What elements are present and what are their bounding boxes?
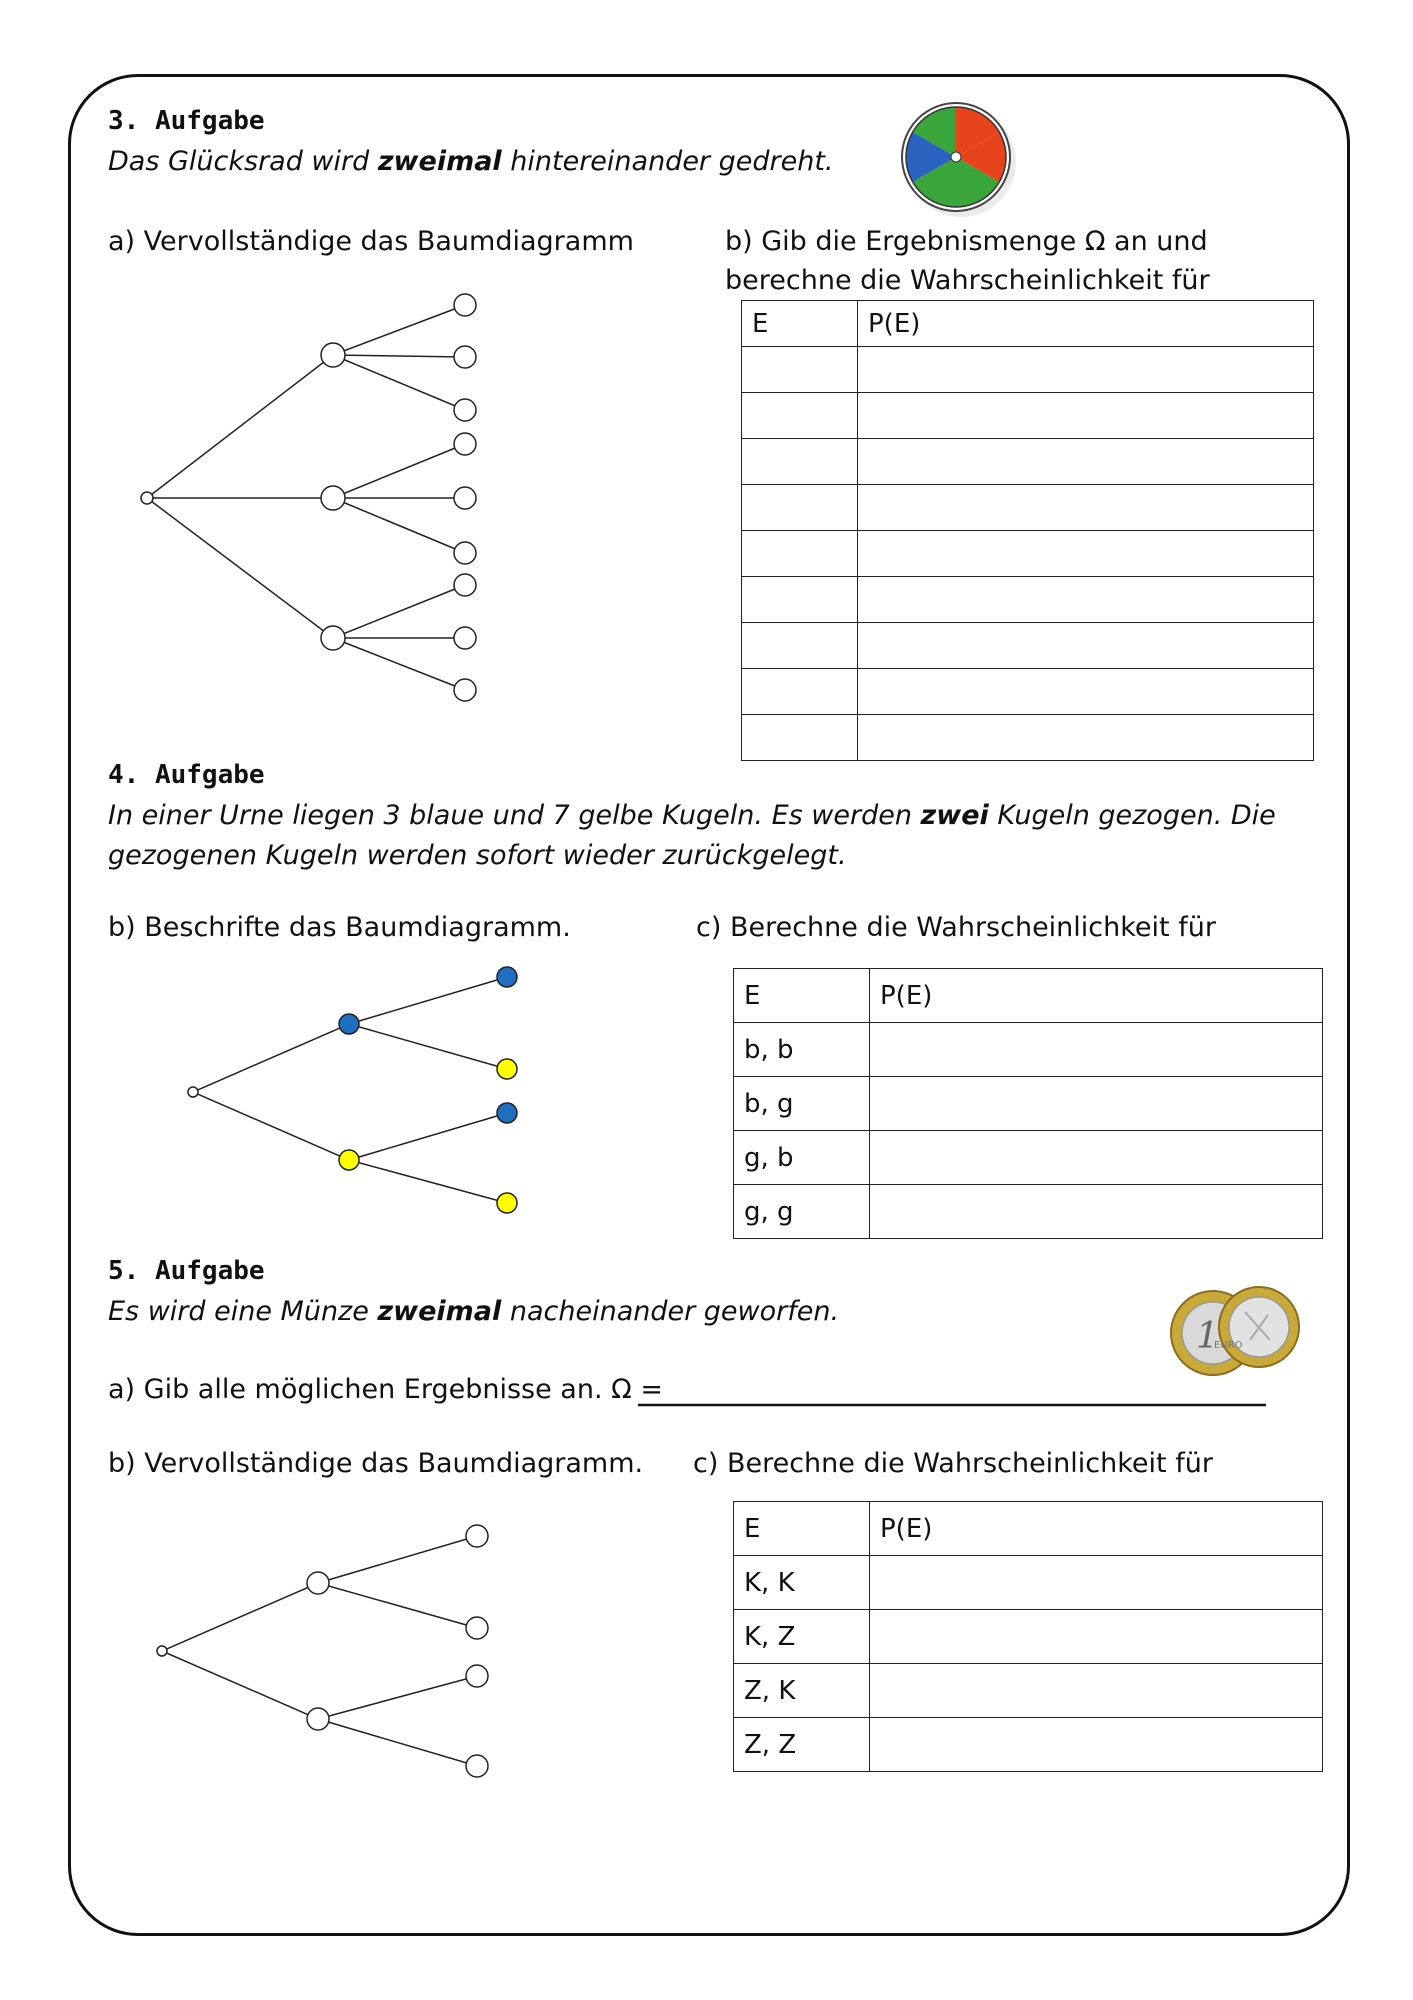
task4-title: 4. Aufgabe bbox=[108, 760, 265, 790]
table-header-e: E bbox=[734, 969, 870, 1023]
task5-title: 5. Aufgabe bbox=[108, 1256, 265, 1286]
task3-part-b-line2: berechne die Wahrscheinlichkeit für bbox=[725, 265, 1210, 296]
table-cell[interactable] bbox=[870, 1664, 1323, 1718]
table-event-cell: b, g bbox=[734, 1077, 870, 1131]
wheel-of-fortune-icon bbox=[902, 103, 1016, 217]
tree-diagram-task3 bbox=[141, 294, 476, 701]
table-cell[interactable] bbox=[870, 1023, 1323, 1077]
task5-probability-table bbox=[733, 1501, 1323, 1772]
table-cell[interactable] bbox=[870, 1718, 1323, 1772]
table-cell[interactable] bbox=[742, 439, 858, 485]
table-cell[interactable] bbox=[858, 669, 1314, 715]
tree-diagram-task4 bbox=[188, 967, 517, 1213]
euro-coin-icon bbox=[1171, 1287, 1299, 1375]
task3-part-a: a) Vervollständige das Baumdiagramm bbox=[108, 226, 634, 257]
table-cell[interactable] bbox=[742, 577, 858, 623]
table-cell[interactable] bbox=[858, 439, 1314, 485]
table-cell[interactable] bbox=[870, 1077, 1323, 1131]
table-header-pe: P(E) bbox=[870, 969, 1323, 1023]
table-cell[interactable] bbox=[870, 1185, 1323, 1239]
table-cell[interactable] bbox=[742, 531, 858, 577]
task3-title: 3. Aufgabe bbox=[108, 106, 265, 136]
task4-part-c: c) Berechne die Wahrscheinlichkeit für bbox=[696, 912, 1216, 943]
table-header-pe: P(E) bbox=[858, 301, 1314, 347]
table-header-pe: P(E) bbox=[870, 1502, 1323, 1556]
table-event-cell: Z, K bbox=[734, 1664, 870, 1718]
table-cell[interactable] bbox=[858, 715, 1314, 761]
task3-part-b-line1: b) Gib die Ergebnismenge Ω an und bbox=[725, 226, 1208, 257]
table-cell[interactable] bbox=[858, 577, 1314, 623]
table-cell[interactable] bbox=[858, 393, 1314, 439]
table-cell[interactable] bbox=[742, 393, 858, 439]
table-event-cell: K, Z bbox=[734, 1610, 870, 1664]
table-cell[interactable] bbox=[742, 669, 858, 715]
table-header-e: E bbox=[734, 1502, 870, 1556]
table-cell[interactable] bbox=[742, 715, 858, 761]
tree-diagram-task5 bbox=[157, 1525, 488, 1777]
table-cell[interactable] bbox=[742, 623, 858, 669]
task4-intro-line2: gezogenen Kugeln werden sofort wieder zurückgelegt. bbox=[108, 840, 847, 871]
task5-part-c: c) Berechne die Wahrscheinlichkeit für bbox=[693, 1448, 1213, 1479]
task4-intro-line1: In einer Urne liegen 3 blaue und 7 gelbe Kugeln. Es werden zwei Kugeln gezogen. Die bbox=[108, 800, 1276, 831]
task3-probability-table bbox=[741, 300, 1314, 761]
task3-intro: Das Glücksrad wird zweimal hintereinander gedreht. bbox=[108, 146, 834, 177]
table-header-e: E bbox=[742, 301, 858, 347]
table-event-cell: K, K bbox=[734, 1556, 870, 1610]
table-cell[interactable] bbox=[870, 1131, 1323, 1185]
table-cell[interactable] bbox=[858, 623, 1314, 669]
table-cell[interactable] bbox=[742, 485, 858, 531]
table-cell[interactable] bbox=[858, 347, 1314, 393]
task4-part-b: b) Beschrifte das Baumdiagramm. bbox=[108, 912, 571, 943]
table-event-cell: Z, Z bbox=[734, 1718, 870, 1772]
coin-label: EURO bbox=[1214, 1340, 1243, 1351]
table-cell[interactable] bbox=[742, 347, 858, 393]
table-cell[interactable] bbox=[870, 1556, 1323, 1610]
table-event-cell: g, g bbox=[734, 1185, 870, 1239]
table-event-cell: b, b bbox=[734, 1023, 870, 1077]
table-cell[interactable] bbox=[870, 1610, 1323, 1664]
table-cell[interactable] bbox=[858, 485, 1314, 531]
table-event-cell: g, b bbox=[734, 1131, 870, 1185]
task4-probability-table bbox=[733, 968, 1323, 1239]
svg-text:1: 1 bbox=[1196, 1316, 1219, 1357]
task5-intro: Es wird eine Münze zweimal nacheinander geworfen. bbox=[108, 1296, 840, 1327]
task5-part-b: b) Vervollständige das Baumdiagramm. bbox=[108, 1448, 644, 1479]
task5-part-a: a) Gib alle möglichen Ergebnisse an. Ω = bbox=[108, 1374, 663, 1405]
table-cell[interactable] bbox=[858, 531, 1314, 577]
